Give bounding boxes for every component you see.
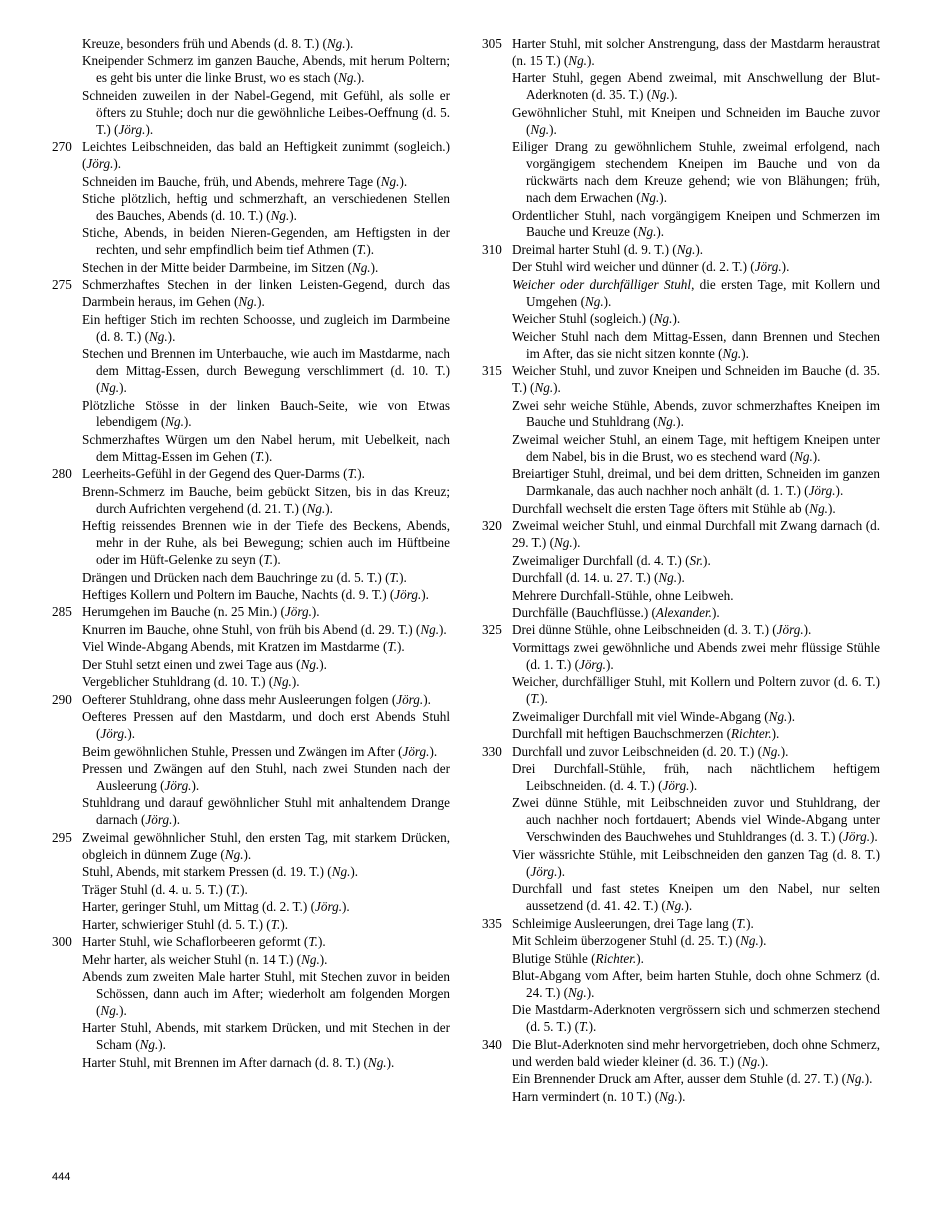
entry-text: Heftig reissendes Brennen wie in der Tiefe des Beckens, Abends, mehr in der Ruhe, als bei Bewegung; schien auch im Hüftbeine oder im Hüft-Gelenke zu seyn (T.).	[82, 518, 450, 568]
symptom-entry-numbered	[482, 363, 880, 397]
entry-text: Gewöhnlicher Stuhl, mit Kneipen und Schneiden im Bauche zuvor (Ng.).	[512, 104, 880, 137]
entry-number: 325	[482, 622, 502, 638]
symptom-entry-numbered	[52, 277, 450, 311]
symptom-entry	[52, 518, 450, 569]
page-number: 444	[52, 1171, 71, 1183]
entry-text: Schneiden im Bauche, früh, und Abends, mehrere Tage (Ng.).	[82, 173, 408, 189]
symptom-entry	[482, 1089, 880, 1106]
entry-number: 300	[52, 934, 72, 950]
entry-number: 340	[482, 1036, 502, 1052]
symptom-entry	[482, 847, 880, 881]
entry-text: Träger Stuhl (d. 4. u. 5. T.) (T.).	[82, 881, 248, 897]
symptom-entry-numbered	[52, 139, 450, 173]
entry-number: 330	[482, 743, 502, 759]
symptom-entry	[482, 329, 880, 363]
symptom-entry	[482, 553, 880, 570]
entry-text: Harter Stuhl, wie Schaflorbeeren geformt (T.).	[82, 934, 326, 950]
symptom-entry	[482, 432, 880, 466]
entry-text: Harter Stuhl, mit solcher Anstrengung, dass der Mastdarm heraustrat (n. 15 T.) (Ng.).	[512, 36, 880, 68]
symptom-entry	[482, 968, 880, 1002]
symptom-entry	[482, 933, 880, 950]
entry-text: Durchfall und fast stetes Kneipen um den Nabel, nur selten aussetzend (d. 41. 42. T.) (Ng.).	[512, 881, 880, 914]
entry-text: Weicher oder durchfälliger Stuhl, die ersten Tage, mit Kollern und Umgehen (Ng.).	[512, 276, 880, 309]
entry-number: 305	[482, 36, 502, 51]
entry-number: 315	[482, 363, 502, 379]
symptom-entry	[52, 53, 450, 87]
entry-text: Leerheits-Gefühl in der Gegend des Quer-Darms (T.).	[82, 466, 365, 482]
entry-text: Schmerzhaftes Stechen in der linken Leisten-Gegend, durch das Darmbein heraus, im Gehen (Ng.).	[82, 277, 450, 310]
symptom-entry	[482, 398, 880, 432]
symptom-entry	[52, 622, 450, 639]
symptom-entry-numbered	[482, 744, 880, 761]
entry-number: 285	[52, 604, 72, 620]
entry-text: Eiliger Drang zu gewöhnlichem Stuhle, zweimal erfolgend, nach vorgängigem stechendem Kneipen im Bauche und von da rückwärts nach dem Kreuze gehend; wie von Blähungen; früh, nach dem Erwachen (Ng.).	[512, 139, 880, 206]
entry-number: 320	[482, 518, 502, 534]
entry-text: Schneiden zuweilen in der Nabel-Gegend, mit Gefühl, als solle er öfters zu Stuhle; doch nur die gewöhnliche Leibes-Oeffnung (d. 5. T.) (Jörg.).	[82, 87, 450, 137]
symptom-entry	[52, 744, 450, 761]
symptom-entry	[52, 174, 450, 191]
entry-text: Viel Winde-Abgang Abends, mit Kratzen im Mastdarme (T.).	[82, 639, 405, 655]
entry-text: Drängen und Drücken nach dem Bauchringe zu (d. 5. T.) (T.).	[82, 569, 407, 585]
entry-text: Stuhl, Abends, mit starkem Pressen (d. 19. T.) (Ng.).	[82, 864, 359, 880]
entry-text: Vormittags zwei gewöhnliche und Abends zwei mehr flüssige Stühle (d. 1. T.) (Jörg.).	[512, 639, 880, 672]
symptom-entry	[482, 208, 880, 242]
entry-number: 310	[482, 241, 502, 257]
entry-text: Stechen und Brennen im Unterbauche, wie auch im Mastdarme, nach dem Mittag-Essen, durch Bewegung verschlimmert (d. 10. T.) (Ng.).	[82, 346, 450, 396]
symptom-entry	[52, 398, 450, 432]
entry-number: 295	[52, 829, 72, 845]
entry-text: Mit Schleim überzogener Stuhl (d. 25. T.) (Ng.).	[512, 933, 767, 949]
symptom-entry	[482, 674, 880, 708]
symptom-entry	[482, 139, 880, 207]
symptom-entry-numbered	[482, 518, 880, 552]
symptom-entry	[52, 674, 450, 691]
symptom-entry	[52, 899, 450, 916]
symptom-entry	[52, 1020, 450, 1054]
entry-text: Die Blut-Aderknoten sind mehr hervorgetrieben, doch ohne Schmerz, und werden bald wieder kleiner (d. 36. T.) (Ng.).	[512, 1036, 880, 1069]
symptom-entry	[52, 795, 450, 829]
symptom-entry-numbered	[52, 692, 450, 709]
symptom-entry	[52, 864, 450, 881]
entry-text: Durchfall und zuvor Leibschneiden (d. 20. T.) (Ng.).	[512, 743, 789, 759]
symptom-entry	[52, 639, 450, 656]
symptom-entry	[52, 882, 450, 899]
entry-text: Harter Stuhl, gegen Abend zweimal, mit Anschwellung der Blut-Aderknoten (d. 35. T.) (Ng.).	[512, 70, 880, 103]
symptom-entry	[52, 657, 450, 674]
entry-text: Ein Brennender Druck am After, ausser dem Stuhle (d. 27. T.) (Ng.).	[512, 1071, 873, 1087]
entry-text: Durchfall (d. 14. u. 27. T.) (Ng.).	[512, 570, 685, 586]
entry-text: Harter, schwieriger Stuhl (d. 5. T.) (T.).	[82, 916, 289, 932]
symptom-entry	[52, 917, 450, 934]
symptom-entry	[482, 277, 880, 311]
entry-text: Zwei dünne Stühle, mit Leibschneiden zuvor und Stuhldrang, der auch nachher noch fortdauert; Abends viel Winde-Abgang unter Verschwinden des Bauchwehes und Stuhldranges (d. 3. T.) (Jörg.).	[512, 795, 880, 845]
symptom-entry	[482, 311, 880, 328]
entry-text: Zweimal gewöhnlicher Stuhl, den ersten Tag, mit starkem Drücken, obgleich in dünnem Zuge (Ng.).	[82, 829, 450, 862]
entry-text: Plötzliche Stösse in der linken Bauch-Seite, wie von Etwas lebendigem (Ng.).	[82, 397, 450, 430]
symptom-entry-numbered	[52, 604, 450, 621]
entry-text: Weicher Stuhl nach dem Mittag-Essen, dann Brennen und Stechen im After, das sie nicht sitzen konnte (Ng.).	[512, 328, 880, 361]
symptom-entry	[482, 709, 880, 726]
symptom-entry	[482, 105, 880, 139]
symptom-entry	[482, 466, 880, 500]
symptom-entry-numbered	[52, 466, 450, 483]
entry-text: Zweimaliger Durchfall (d. 4. T.) (Sr.).	[512, 552, 711, 568]
symptom-entry	[52, 570, 450, 587]
entry-text: Dreimal harter Stuhl (d. 9. T.) (Ng.).	[512, 241, 704, 257]
entry-number: 270	[52, 139, 72, 155]
symptom-entry-numbered	[482, 622, 880, 639]
entry-text: Weicher, durchfälliger Stuhl, mit Kollern und Poltern zuvor (d. 6. T.) (T.).	[512, 674, 880, 707]
symptom-entry	[52, 346, 450, 397]
entry-number: 275	[52, 277, 72, 293]
symptom-entry	[482, 501, 880, 518]
entry-text: Mehr harter, als weicher Stuhl (n. 14 T.) (Ng.).	[82, 951, 328, 967]
entry-number: 335	[482, 915, 502, 931]
entry-text: Durchfall mit heftigen Bauchschmerzen (Richter.).	[512, 726, 780, 742]
entry-text: Pressen und Zwängen auf den Stuhl, nach zwei Stunden nach der Ausleerung (Jörg.).	[82, 761, 450, 793]
entry-number: 280	[52, 466, 72, 482]
column-right	[482, 36, 880, 1106]
symptom-entry	[482, 795, 880, 846]
entry-text: Vier wässrichte Stühle, mit Leibschneiden den ganzen Tag (d. 8. T.) (Jörg.).	[512, 846, 880, 879]
entry-text: Blutige Stühle (Richter.).	[512, 950, 644, 966]
symptom-entry	[482, 640, 880, 674]
entry-text: Drei Durchfall-Stühle, früh, nach nächtlichem heftigem Leibschneiden. (d. 4. T.) (Jörg.).	[512, 761, 880, 793]
entry-text: Zweimal weicher Stuhl, an einem Tage, mit heftigem Kneipen unter dem Nabel, bis in die Brust, wo es stechend ward (Ng.).	[512, 431, 880, 464]
symptom-entry	[482, 70, 880, 104]
entry-text: Leichtes Leibschneiden, das bald an Heftigkeit zunimmt (sogleich.) (Jörg.).	[82, 139, 450, 172]
entry-text: Mehrere Durchfall-Stühle, ohne Leibweh.	[512, 587, 734, 603]
symptom-entry	[52, 88, 450, 139]
entry-text: Vergeblicher Stuhldrang (d. 10. T.) (Ng.).	[82, 674, 300, 690]
entry-text: Durchfälle (Bauchflüsse.) (Alexander.).	[512, 604, 720, 620]
entry-text: Beim gewöhnlichen Stuhle, Pressen und Zwängen im After (Jörg.).	[82, 743, 438, 759]
two-column-layout	[52, 36, 883, 1106]
symptom-entry	[482, 1071, 880, 1088]
symptom-entry-numbered	[52, 830, 450, 864]
entry-text: Weicher Stuhl (sogleich.) (Ng.).	[512, 311, 681, 327]
entry-text: Stiche plötzlich, heftig und schmerzhaft, an verschiedenen Stellen des Bauches, Abends (d. 10. T.) (Ng.).	[82, 191, 450, 224]
symptom-entry	[52, 260, 450, 277]
entry-text: Weicher Stuhl, und zuvor Kneipen und Schneiden im Bauche (d. 35. T.) (Ng.).	[512, 363, 880, 396]
symptom-entry	[482, 1002, 880, 1036]
symptom-entry	[52, 969, 450, 1020]
symptom-entry	[52, 484, 450, 518]
symptom-entry-numbered	[482, 1037, 880, 1071]
symptom-entry-numbered	[482, 916, 880, 933]
entry-text: Herumgehen im Bauche (n. 25 Min.) (Jörg.).	[82, 604, 320, 620]
entry-text: Schleimige Ausleerungen, drei Tage lang (T.).	[512, 915, 754, 931]
symptom-entry	[482, 259, 880, 276]
symptom-entry-numbered	[482, 242, 880, 259]
entry-text: Die Mastdarm-Aderknoten vergrössern sich und schmerzen stechend (d. 5. T.) (T.).	[512, 1002, 880, 1035]
entry-text: Zweimaliger Durchfall mit viel Winde-Abgang (Ng.).	[512, 708, 796, 724]
symptom-entry	[482, 588, 880, 605]
entry-text: Heftiges Kollern und Poltern im Bauche, Nachts (d. 9. T.) (Jörg.).	[82, 587, 429, 602]
symptom-entry	[52, 312, 450, 346]
symptom-entry	[482, 951, 880, 968]
entry-text: Harter, geringer Stuhl, um Mittag (d. 2. T.) (Jörg.).	[82, 899, 350, 915]
entry-text: Brenn-Schmerz im Bauche, beim gebückt Sitzen, bis in das Kreuz; durch Aufrichten vergehend (d. 21. T.) (Ng.).	[82, 483, 450, 516]
symptom-entry	[52, 225, 450, 259]
entry-text: Stuhldrang und darauf gewöhnlicher Stuhl mit anhaltendem Drange darnach (Jörg.).	[82, 795, 450, 828]
symptom-entry	[52, 432, 450, 466]
entry-text: Der Stuhl setzt einen und zwei Tage aus (Ng.).	[82, 656, 327, 672]
symptom-entry-numbered	[52, 934, 450, 951]
symptom-entry	[52, 1055, 450, 1072]
entry-text: Harn vermindert (n. 10 T.) (Ng.).	[512, 1088, 686, 1104]
symptom-entry	[52, 587, 450, 604]
entry-text: Zweimal weicher Stuhl, und einmal Durchfall mit Zwang darnach (d. 29. T.) (Ng.).	[512, 518, 880, 551]
entry-text: Blut-Abgang vom After, beim harten Stuhle, doch ohne Schmerz (d. 24. T.) (Ng.).	[512, 967, 880, 1000]
entry-text: Kreuze, besonders früh und Abends (d. 8. T.) (Ng.).	[82, 36, 354, 51]
entry-text: Knurren im Bauche, ohne Stuhl, von früh bis Abend (d. 29. T.) (Ng.).	[82, 621, 447, 637]
entry-text: Oefterer Stuhldrang, ohne dass mehr Ausleerungen folgen (Jörg.).	[82, 691, 431, 707]
symptom-entry	[52, 761, 450, 795]
symptom-entry	[52, 952, 450, 969]
symptom-entry	[482, 881, 880, 915]
entry-text: Stiche, Abends, in beiden Nieren-Gegenden, am Heftigsten in der rechten, und sehr empfindlich beim tief Athmen (T.).	[82, 225, 450, 258]
symptom-entry	[482, 726, 880, 743]
entry-text: Durchfall wechselt die ersten Tage öfters mit Stühle ab (Ng.).	[512, 500, 836, 516]
entry-text: Ein heftiger Stich im rechten Schoosse, und zugleich im Darmbeine (d. 8. T.) (Ng.).	[82, 311, 450, 344]
entry-number: 290	[52, 691, 72, 707]
symptom-entry-numbered	[482, 36, 880, 70]
symptom-entry	[52, 36, 450, 53]
entry-text: Drei dünne Stühle, ohne Leibschneiden (d. 3. T.) (Jörg.).	[512, 622, 812, 638]
symptom-entry	[52, 191, 450, 225]
entry-text: Schmerzhaftes Würgen um den Nabel herum, mit Uebelkeit, nach dem Mittag-Essen im Gehen (T.).	[82, 431, 450, 464]
symptom-entry	[52, 709, 450, 743]
entry-text: Kneipender Schmerz im ganzen Bauche, Abends, mit herum Poltern; es geht bis unter die linke Brust, wo es stach (Ng.).	[82, 53, 450, 86]
symptom-entry	[482, 570, 880, 587]
entry-text: Abends zum zweiten Male harter Stuhl, mit Stechen zuvor in beiden Schössen, dann auch im After; wiederholt am folgenden Morgen (Ng.).	[82, 968, 450, 1018]
entry-text: Oefteres Pressen auf den Mastdarm, und doch erst Abends Stuhl (Jörg.).	[82, 709, 450, 742]
entry-text: Harter Stuhl, mit Brennen im After darnach (d. 8. T.) (Ng.).	[82, 1054, 395, 1070]
symptom-entry	[482, 761, 880, 795]
entry-text: Stechen in der Mitte beider Darmbeine, im Sitzen (Ng.).	[82, 259, 379, 275]
entry-text: Harter Stuhl, Abends, mit starkem Drücken, und mit Stechen in der Scham (Ng.).	[82, 1020, 450, 1053]
entry-text: Ordentlicher Stuhl, nach vorgängigem Kneipen und Schmerzen im Bauche und Kreuze (Ng.).	[512, 207, 880, 240]
entry-text: Zwei sehr weiche Stühle, Abends, zuvor schmerzhaftes Kneipen im Bauche und Stuhldrang (Ng.).	[512, 397, 880, 430]
entry-text: Breiartiger Stuhl, dreimal, und bei dem dritten, Schneiden im ganzen Darmkanale, das auch nachher noch anhält (d. 1. T.) (Jörg.).	[512, 466, 880, 499]
symptom-entry	[482, 605, 880, 622]
entry-text: Der Stuhl wird weicher und dünner (d. 2. T.) (Jörg.).	[512, 259, 790, 275]
column-left	[52, 36, 450, 1072]
